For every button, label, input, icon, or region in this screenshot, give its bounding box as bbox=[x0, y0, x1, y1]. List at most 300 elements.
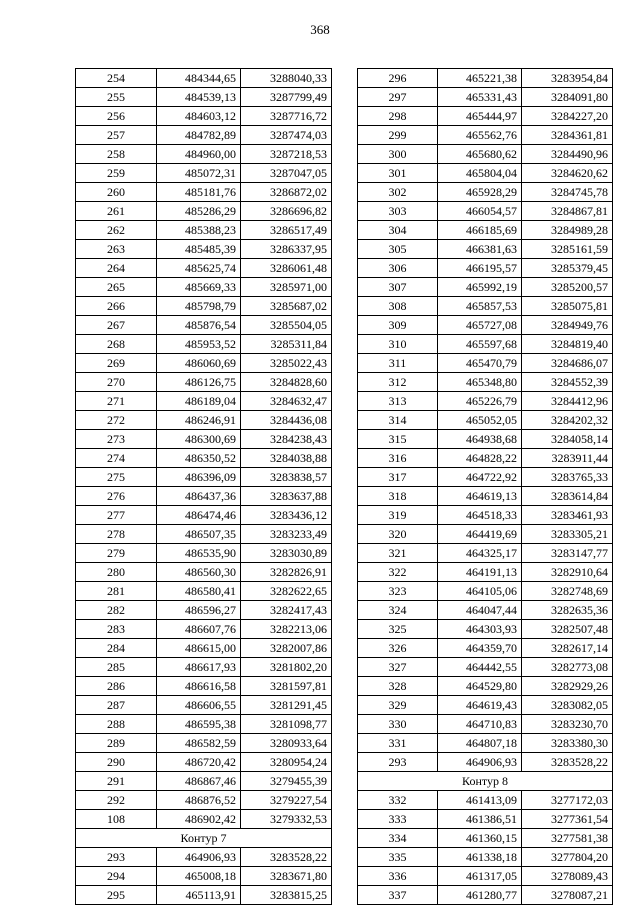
y-coordinate-cell: 3281597,81 bbox=[241, 677, 332, 696]
y-coordinate-cell: 3277804,20 bbox=[522, 848, 613, 867]
x-coordinate-cell: 486507,35 bbox=[157, 525, 241, 544]
y-coordinate-cell: 3284238,43 bbox=[241, 430, 332, 449]
x-coordinate-cell: 485388,23 bbox=[157, 221, 241, 240]
table-row bbox=[358, 183, 613, 202]
table-row bbox=[358, 240, 613, 259]
y-coordinate-cell: 3284552,39 bbox=[522, 373, 613, 392]
point-number-cell: 284 bbox=[76, 639, 157, 658]
point-number-cell: 323 bbox=[358, 582, 438, 601]
table-row bbox=[358, 202, 613, 221]
y-coordinate-cell: 3281291,45 bbox=[241, 696, 332, 715]
table-row bbox=[358, 145, 613, 164]
y-coordinate-cell: 3285161,59 bbox=[522, 240, 613, 259]
point-number-cell: 331 bbox=[358, 734, 438, 753]
y-coordinate-cell: 3282910,64 bbox=[522, 563, 613, 582]
y-coordinate-cell: 3284949,76 bbox=[522, 316, 613, 335]
y-coordinate-cell: 3285075,81 bbox=[522, 297, 613, 316]
y-coordinate-cell: 3280933,64 bbox=[241, 734, 332, 753]
table-row bbox=[76, 582, 332, 601]
x-coordinate-cell: 465226,79 bbox=[438, 392, 522, 411]
point-number-cell: 254 bbox=[76, 69, 157, 88]
y-coordinate-cell: 3284632,47 bbox=[241, 392, 332, 411]
table-row bbox=[76, 297, 332, 316]
point-number-cell: 298 bbox=[358, 107, 438, 126]
x-coordinate-cell: 464303,93 bbox=[438, 620, 522, 639]
y-coordinate-cell: 3288040,33 bbox=[241, 69, 332, 88]
x-coordinate-cell: 486474,46 bbox=[157, 506, 241, 525]
x-coordinate-cell: 486582,59 bbox=[157, 734, 241, 753]
point-number-cell: 281 bbox=[76, 582, 157, 601]
table-row bbox=[358, 107, 613, 126]
table-row bbox=[358, 867, 613, 886]
point-number-cell: 293 bbox=[76, 848, 157, 867]
y-coordinate-cell: 3279332,53 bbox=[241, 810, 332, 829]
table-row bbox=[76, 639, 332, 658]
x-coordinate-cell: 464807,18 bbox=[438, 734, 522, 753]
y-coordinate-cell: 3285022,43 bbox=[241, 354, 332, 373]
table-row bbox=[358, 373, 613, 392]
y-coordinate-cell: 3286517,49 bbox=[241, 221, 332, 240]
point-number-cell: 322 bbox=[358, 563, 438, 582]
table-row bbox=[358, 810, 613, 829]
x-coordinate-cell: 484344,65 bbox=[157, 69, 241, 88]
table-row bbox=[358, 411, 613, 430]
y-coordinate-cell: 3284091,80 bbox=[522, 88, 613, 107]
y-coordinate-cell: 3285379,45 bbox=[522, 259, 613, 278]
point-number-cell: 310 bbox=[358, 335, 438, 354]
x-coordinate-cell: 486396,09 bbox=[157, 468, 241, 487]
table-row bbox=[76, 696, 332, 715]
contour-header-row bbox=[358, 772, 613, 791]
point-number-cell: 307 bbox=[358, 278, 438, 297]
x-coordinate-cell: 464359,70 bbox=[438, 639, 522, 658]
table-row bbox=[358, 563, 613, 582]
table-row bbox=[76, 468, 332, 487]
x-coordinate-cell: 485485,39 bbox=[157, 240, 241, 259]
table-row bbox=[358, 278, 613, 297]
point-number-cell: 267 bbox=[76, 316, 157, 335]
y-coordinate-cell: 3286872,02 bbox=[241, 183, 332, 202]
x-coordinate-cell: 464906,93 bbox=[157, 848, 241, 867]
point-number-cell: 300 bbox=[358, 145, 438, 164]
x-coordinate-cell: 484782,89 bbox=[157, 126, 241, 145]
point-number-cell: 291 bbox=[76, 772, 157, 791]
y-coordinate-cell: 3285311,84 bbox=[241, 335, 332, 354]
y-coordinate-cell: 3285971,00 bbox=[241, 278, 332, 297]
y-coordinate-cell: 3284202,32 bbox=[522, 411, 613, 430]
table-row bbox=[358, 620, 613, 639]
table-row bbox=[358, 354, 613, 373]
point-number-cell: 290 bbox=[76, 753, 157, 772]
y-coordinate-cell: 3279227,54 bbox=[241, 791, 332, 810]
point-number-cell: 315 bbox=[358, 430, 438, 449]
x-coordinate-cell: 486596,27 bbox=[157, 601, 241, 620]
x-coordinate-cell: 486595,38 bbox=[157, 715, 241, 734]
contour-label: Контур 7 bbox=[76, 829, 332, 848]
x-coordinate-cell: 485876,54 bbox=[157, 316, 241, 335]
table-row bbox=[76, 259, 332, 278]
point-number-cell: 330 bbox=[358, 715, 438, 734]
point-number-cell: 311 bbox=[358, 354, 438, 373]
y-coordinate-cell: 3285504,05 bbox=[241, 316, 332, 335]
x-coordinate-cell: 485625,74 bbox=[157, 259, 241, 278]
point-number-cell: 333 bbox=[358, 810, 438, 829]
y-coordinate-cell: 3281802,20 bbox=[241, 658, 332, 677]
y-coordinate-cell: 3284038,88 bbox=[241, 449, 332, 468]
x-coordinate-cell: 461317,05 bbox=[438, 867, 522, 886]
table-row bbox=[76, 373, 332, 392]
table-row bbox=[76, 88, 332, 107]
table-row bbox=[76, 867, 332, 886]
point-number-cell: 314 bbox=[358, 411, 438, 430]
point-number-cell: 324 bbox=[358, 601, 438, 620]
table-row bbox=[358, 677, 613, 696]
coordinates-table-right-body bbox=[358, 69, 613, 905]
table-row bbox=[76, 620, 332, 639]
table-row bbox=[76, 126, 332, 145]
table-row bbox=[76, 791, 332, 810]
x-coordinate-cell: 486300,69 bbox=[157, 430, 241, 449]
point-number-cell: 320 bbox=[358, 525, 438, 544]
point-number-cell: 276 bbox=[76, 487, 157, 506]
point-number-cell: 108 bbox=[76, 810, 157, 829]
x-coordinate-cell: 485669,33 bbox=[157, 278, 241, 297]
table-row bbox=[76, 753, 332, 772]
x-coordinate-cell: 465597,68 bbox=[438, 335, 522, 354]
table-row bbox=[76, 69, 332, 88]
table-row bbox=[358, 601, 613, 620]
point-number-cell: 268 bbox=[76, 335, 157, 354]
table-row bbox=[76, 354, 332, 373]
contour-label: Контур 8 bbox=[358, 772, 613, 791]
x-coordinate-cell: 465727,08 bbox=[438, 316, 522, 335]
x-coordinate-cell: 464938,68 bbox=[438, 430, 522, 449]
coordinates-table-left bbox=[75, 68, 332, 905]
y-coordinate-cell: 3284620,62 bbox=[522, 164, 613, 183]
point-number-cell: 326 bbox=[358, 639, 438, 658]
table-row bbox=[76, 658, 332, 677]
point-number-cell: 312 bbox=[358, 373, 438, 392]
point-number-cell: 263 bbox=[76, 240, 157, 259]
table-row bbox=[76, 202, 332, 221]
y-coordinate-cell: 3284686,07 bbox=[522, 354, 613, 373]
y-coordinate-cell: 3283082,05 bbox=[522, 696, 613, 715]
y-coordinate-cell: 3283380,30 bbox=[522, 734, 613, 753]
y-coordinate-cell: 3282622,65 bbox=[241, 582, 332, 601]
x-coordinate-cell: 465113,91 bbox=[157, 886, 241, 905]
table-row bbox=[358, 753, 613, 772]
x-coordinate-cell: 465928,29 bbox=[438, 183, 522, 202]
y-coordinate-cell: 3284989,28 bbox=[522, 221, 613, 240]
point-number-cell: 287 bbox=[76, 696, 157, 715]
coordinates-table-left-body bbox=[76, 69, 332, 905]
table-row bbox=[358, 696, 613, 715]
x-coordinate-cell: 486616,58 bbox=[157, 677, 241, 696]
point-number-cell: 259 bbox=[76, 164, 157, 183]
x-coordinate-cell: 464325,17 bbox=[438, 544, 522, 563]
point-number-cell: 280 bbox=[76, 563, 157, 582]
point-number-cell: 274 bbox=[76, 449, 157, 468]
point-number-cell: 316 bbox=[358, 449, 438, 468]
x-coordinate-cell: 464105,06 bbox=[438, 582, 522, 601]
point-number-cell: 301 bbox=[358, 164, 438, 183]
y-coordinate-cell: 3278089,43 bbox=[522, 867, 613, 886]
point-number-cell: 327 bbox=[358, 658, 438, 677]
y-coordinate-cell: 3284412,96 bbox=[522, 392, 613, 411]
y-coordinate-cell: 3287474,03 bbox=[241, 126, 332, 145]
point-number-cell: 275 bbox=[76, 468, 157, 487]
table-row bbox=[76, 715, 332, 734]
point-number-cell: 255 bbox=[76, 88, 157, 107]
point-number-cell: 313 bbox=[358, 392, 438, 411]
y-coordinate-cell: 3284227,20 bbox=[522, 107, 613, 126]
x-coordinate-cell: 486867,46 bbox=[157, 772, 241, 791]
x-coordinate-cell: 464828,22 bbox=[438, 449, 522, 468]
table-row bbox=[76, 278, 332, 297]
y-coordinate-cell: 3282507,48 bbox=[522, 620, 613, 639]
y-coordinate-cell: 3283765,33 bbox=[522, 468, 613, 487]
x-coordinate-cell: 486437,36 bbox=[157, 487, 241, 506]
point-number-cell: 334 bbox=[358, 829, 438, 848]
point-number-cell: 318 bbox=[358, 487, 438, 506]
point-number-cell: 303 bbox=[358, 202, 438, 221]
y-coordinate-cell: 3283614,84 bbox=[522, 487, 613, 506]
table-row bbox=[76, 772, 332, 791]
point-number-cell: 292 bbox=[76, 791, 157, 810]
table-row bbox=[76, 430, 332, 449]
point-number-cell: 270 bbox=[76, 373, 157, 392]
x-coordinate-cell: 461413,09 bbox=[438, 791, 522, 810]
table-row bbox=[76, 525, 332, 544]
y-coordinate-cell: 3283461,93 bbox=[522, 506, 613, 525]
coordinates-table-right bbox=[357, 68, 613, 905]
x-coordinate-cell: 466381,63 bbox=[438, 240, 522, 259]
x-coordinate-cell: 485286,29 bbox=[157, 202, 241, 221]
y-coordinate-cell: 3277581,38 bbox=[522, 829, 613, 848]
point-number-cell: 328 bbox=[358, 677, 438, 696]
y-coordinate-cell: 3287218,53 bbox=[241, 145, 332, 164]
table-row bbox=[76, 506, 332, 525]
table-row bbox=[358, 392, 613, 411]
y-coordinate-cell: 3283637,88 bbox=[241, 487, 332, 506]
point-number-cell: 278 bbox=[76, 525, 157, 544]
x-coordinate-cell: 485181,76 bbox=[157, 183, 241, 202]
y-coordinate-cell: 3277361,54 bbox=[522, 810, 613, 829]
y-coordinate-cell: 3282417,43 bbox=[241, 601, 332, 620]
point-number-cell: 256 bbox=[76, 107, 157, 126]
point-number-cell: 325 bbox=[358, 620, 438, 639]
y-coordinate-cell: 3286061,48 bbox=[241, 259, 332, 278]
table-row bbox=[358, 506, 613, 525]
point-number-cell: 321 bbox=[358, 544, 438, 563]
point-number-cell: 337 bbox=[358, 886, 438, 905]
table-row bbox=[358, 430, 613, 449]
x-coordinate-cell: 464710,83 bbox=[438, 715, 522, 734]
table-row bbox=[358, 126, 613, 145]
y-coordinate-cell: 3283230,70 bbox=[522, 715, 613, 734]
x-coordinate-cell: 485072,31 bbox=[157, 164, 241, 183]
x-coordinate-cell: 461386,51 bbox=[438, 810, 522, 829]
x-coordinate-cell: 486246,91 bbox=[157, 411, 241, 430]
x-coordinate-cell: 465221,38 bbox=[438, 69, 522, 88]
x-coordinate-cell: 465804,04 bbox=[438, 164, 522, 183]
table-row bbox=[358, 848, 613, 867]
table-row bbox=[76, 449, 332, 468]
table-row bbox=[358, 316, 613, 335]
y-coordinate-cell: 3282213,06 bbox=[241, 620, 332, 639]
point-number-cell: 279 bbox=[76, 544, 157, 563]
point-number-cell: 306 bbox=[358, 259, 438, 278]
table-row bbox=[358, 221, 613, 240]
y-coordinate-cell: 3284436,08 bbox=[241, 411, 332, 430]
table-row bbox=[76, 677, 332, 696]
point-number-cell: 288 bbox=[76, 715, 157, 734]
point-number-cell: 272 bbox=[76, 411, 157, 430]
y-coordinate-cell: 3284745,78 bbox=[522, 183, 613, 202]
x-coordinate-cell: 484960,00 bbox=[157, 145, 241, 164]
y-coordinate-cell: 3284819,40 bbox=[522, 335, 613, 354]
table-row bbox=[76, 886, 332, 905]
y-coordinate-cell: 3285687,02 bbox=[241, 297, 332, 316]
point-number-cell: 329 bbox=[358, 696, 438, 715]
x-coordinate-cell: 486876,52 bbox=[157, 791, 241, 810]
x-coordinate-cell: 485953,52 bbox=[157, 335, 241, 354]
y-coordinate-cell: 3279455,39 bbox=[241, 772, 332, 791]
point-number-cell: 271 bbox=[76, 392, 157, 411]
y-coordinate-cell: 3287799,49 bbox=[241, 88, 332, 107]
table-row bbox=[358, 639, 613, 658]
table-row bbox=[358, 525, 613, 544]
table-row bbox=[76, 164, 332, 183]
table-row bbox=[76, 240, 332, 259]
table-row bbox=[76, 107, 332, 126]
x-coordinate-cell: 486606,55 bbox=[157, 696, 241, 715]
x-coordinate-cell: 484539,13 bbox=[157, 88, 241, 107]
table-row bbox=[358, 468, 613, 487]
point-number-cell: 309 bbox=[358, 316, 438, 335]
table-row bbox=[358, 487, 613, 506]
table-row bbox=[358, 88, 613, 107]
y-coordinate-cell: 3283528,22 bbox=[522, 753, 613, 772]
table-row bbox=[358, 829, 613, 848]
x-coordinate-cell: 464619,43 bbox=[438, 696, 522, 715]
point-number-cell: 283 bbox=[76, 620, 157, 639]
point-number-cell: 297 bbox=[358, 88, 438, 107]
point-number-cell: 302 bbox=[358, 183, 438, 202]
table-row bbox=[76, 487, 332, 506]
y-coordinate-cell: 3283838,57 bbox=[241, 468, 332, 487]
y-coordinate-cell: 3283233,49 bbox=[241, 525, 332, 544]
x-coordinate-cell: 461280,77 bbox=[438, 886, 522, 905]
y-coordinate-cell: 3281098,77 bbox=[241, 715, 332, 734]
y-coordinate-cell: 3282635,36 bbox=[522, 601, 613, 620]
y-coordinate-cell: 3277172,03 bbox=[522, 791, 613, 810]
x-coordinate-cell: 464619,13 bbox=[438, 487, 522, 506]
x-coordinate-cell: 464419,69 bbox=[438, 525, 522, 544]
point-number-cell: 261 bbox=[76, 202, 157, 221]
table-row bbox=[76, 221, 332, 240]
table-row bbox=[76, 848, 332, 867]
point-number-cell: 258 bbox=[76, 145, 157, 164]
point-number-cell: 269 bbox=[76, 354, 157, 373]
x-coordinate-cell: 465008,18 bbox=[157, 867, 241, 886]
point-number-cell: 295 bbox=[76, 886, 157, 905]
table-row bbox=[358, 658, 613, 677]
y-coordinate-cell: 3286696,82 bbox=[241, 202, 332, 221]
x-coordinate-cell: 486615,00 bbox=[157, 639, 241, 658]
table-row bbox=[358, 715, 613, 734]
point-number-cell: 332 bbox=[358, 791, 438, 810]
x-coordinate-cell: 466054,57 bbox=[438, 202, 522, 221]
point-number-cell: 293 bbox=[358, 753, 438, 772]
point-number-cell: 336 bbox=[358, 867, 438, 886]
point-number-cell: 273 bbox=[76, 430, 157, 449]
x-coordinate-cell: 466185,69 bbox=[438, 221, 522, 240]
y-coordinate-cell: 3283528,22 bbox=[241, 848, 332, 867]
y-coordinate-cell: 3282007,86 bbox=[241, 639, 332, 658]
x-coordinate-cell: 465992,19 bbox=[438, 278, 522, 297]
table-row bbox=[76, 411, 332, 430]
x-coordinate-cell: 465680,62 bbox=[438, 145, 522, 164]
x-coordinate-cell: 486560,30 bbox=[157, 563, 241, 582]
x-coordinate-cell: 466195,57 bbox=[438, 259, 522, 278]
y-coordinate-cell: 3278087,21 bbox=[522, 886, 613, 905]
point-number-cell: 305 bbox=[358, 240, 438, 259]
x-coordinate-cell: 486126,75 bbox=[157, 373, 241, 392]
point-number-cell: 285 bbox=[76, 658, 157, 677]
x-coordinate-cell: 486607,76 bbox=[157, 620, 241, 639]
point-number-cell: 264 bbox=[76, 259, 157, 278]
point-number-cell: 308 bbox=[358, 297, 438, 316]
point-number-cell: 262 bbox=[76, 221, 157, 240]
point-number-cell: 265 bbox=[76, 278, 157, 297]
x-coordinate-cell: 464442,55 bbox=[438, 658, 522, 677]
table-row bbox=[76, 392, 332, 411]
point-number-cell: 282 bbox=[76, 601, 157, 620]
x-coordinate-cell: 465562,76 bbox=[438, 126, 522, 145]
y-coordinate-cell: 3284867,81 bbox=[522, 202, 613, 221]
y-coordinate-cell: 3284828,60 bbox=[241, 373, 332, 392]
x-coordinate-cell: 486189,04 bbox=[157, 392, 241, 411]
y-coordinate-cell: 3282826,91 bbox=[241, 563, 332, 582]
contour-header-row bbox=[76, 829, 332, 848]
x-coordinate-cell: 486617,93 bbox=[157, 658, 241, 677]
table-row bbox=[76, 316, 332, 335]
point-number-cell: 266 bbox=[76, 297, 157, 316]
x-coordinate-cell: 465470,79 bbox=[438, 354, 522, 373]
y-coordinate-cell: 3283911,44 bbox=[522, 449, 613, 468]
y-coordinate-cell: 3283030,89 bbox=[241, 544, 332, 563]
table-row bbox=[76, 145, 332, 164]
point-number-cell: 289 bbox=[76, 734, 157, 753]
y-coordinate-cell: 3287716,72 bbox=[241, 107, 332, 126]
table-row bbox=[76, 544, 332, 563]
table-row bbox=[358, 259, 613, 278]
y-coordinate-cell: 3283436,12 bbox=[241, 506, 332, 525]
table-row bbox=[76, 734, 332, 753]
table-row bbox=[76, 601, 332, 620]
x-coordinate-cell: 485798,79 bbox=[157, 297, 241, 316]
page-number: 368 bbox=[310, 22, 330, 37]
y-coordinate-cell: 3286337,95 bbox=[241, 240, 332, 259]
point-number-cell: 304 bbox=[358, 221, 438, 240]
y-coordinate-cell: 3285200,57 bbox=[522, 278, 613, 297]
point-number-cell: 257 bbox=[76, 126, 157, 145]
table-row bbox=[76, 563, 332, 582]
table-row bbox=[358, 544, 613, 563]
table-row bbox=[76, 183, 332, 202]
point-number-cell: 319 bbox=[358, 506, 438, 525]
